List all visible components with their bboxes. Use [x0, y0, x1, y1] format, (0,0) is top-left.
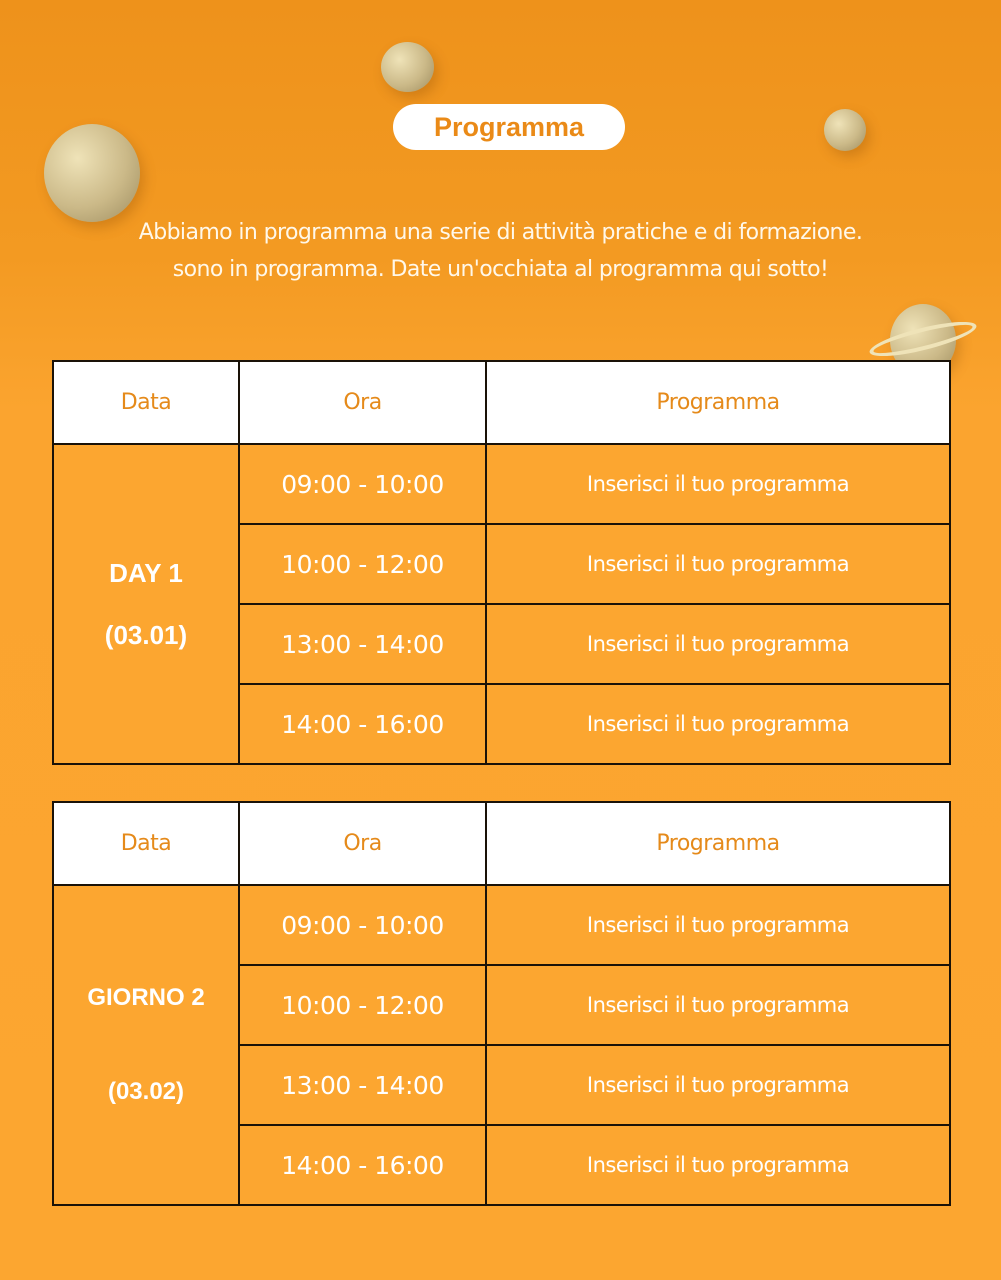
- day-label: GIORNO 2: [87, 984, 205, 1011]
- time-cell: 14:00 - 16:00: [239, 684, 486, 764]
- time-cell: 13:00 - 14:00: [239, 1045, 486, 1125]
- program-cell[interactable]: Inserisci il tuo programma: [486, 604, 950, 684]
- header-program: Programma: [486, 361, 950, 444]
- program-cell[interactable]: Inserisci il tuo programma: [486, 524, 950, 604]
- time-cell: 14:00 - 16:00: [239, 1125, 486, 1205]
- time-cell: 10:00 - 12:00: [239, 965, 486, 1045]
- day-cell: [53, 885, 239, 1205]
- program-cell[interactable]: Inserisci il tuo programma: [486, 684, 950, 764]
- intro-line-1: Abbiamo in programma una serie di attività pratiche e di formazione.: [138, 220, 863, 245]
- small-planet-icon: [824, 109, 866, 151]
- intro-text: [0, 214, 1001, 288]
- program-cell[interactable]: Inserisci il tuo programma: [486, 1045, 950, 1125]
- table-row: [53, 444, 950, 524]
- time-cell: 13:00 - 14:00: [239, 604, 486, 684]
- header-date: Data: [53, 361, 239, 444]
- time-cell: 10:00 - 12:00: [239, 524, 486, 604]
- header-time: Ora: [239, 361, 486, 444]
- day-date: (03.01): [104, 620, 188, 650]
- day-date: (03.02): [107, 1078, 185, 1105]
- schedule-table-day-2: [52, 801, 951, 1206]
- table-header-row: [53, 802, 950, 885]
- program-cell[interactable]: Inserisci il tuo programma: [486, 444, 950, 524]
- time-cell: 09:00 - 10:00: [239, 885, 486, 965]
- page-title: Programma: [393, 104, 625, 150]
- day-cell: [53, 444, 239, 764]
- intro-line-2: sono in programma. Date un'occhiata al programma qui sotto!: [172, 257, 829, 282]
- header-date: Data: [53, 802, 239, 885]
- time-cell: 09:00 - 10:00: [239, 444, 486, 524]
- header-program: Programma: [486, 802, 950, 885]
- small-planet-icon: [381, 42, 434, 92]
- moon-planet-icon: [44, 124, 140, 222]
- program-cell[interactable]: Inserisci il tuo programma: [486, 1125, 950, 1205]
- table-row: [53, 885, 950, 965]
- header-time: Ora: [239, 802, 486, 885]
- day-label: DAY 1: [109, 558, 183, 588]
- schedule-table-day-1: [52, 360, 951, 765]
- table-header-row: [53, 361, 950, 444]
- program-cell[interactable]: Inserisci il tuo programma: [486, 965, 950, 1045]
- program-cell[interactable]: Inserisci il tuo programma: [486, 885, 950, 965]
